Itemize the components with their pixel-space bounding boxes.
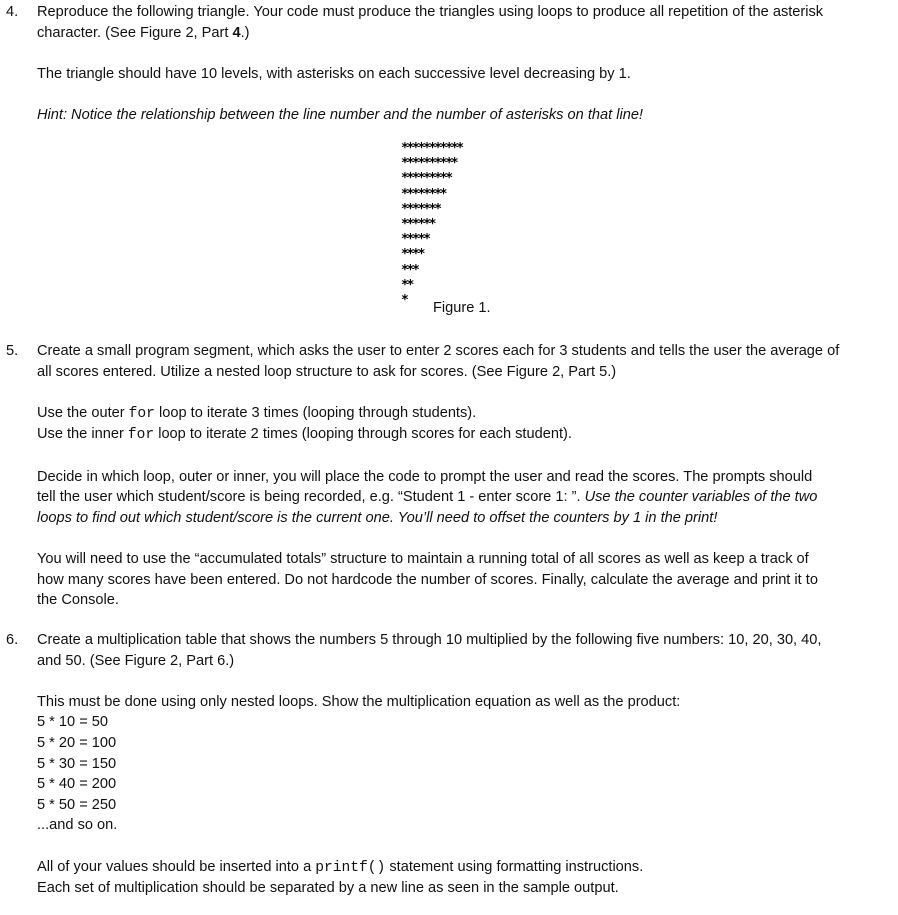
question-6-body xyxy=(37,630,892,899)
triangle-row: ***** xyxy=(401,232,429,248)
q5-inner-loop: Use the inner for loop to iterate 2 times (looping through scores for each student). xyxy=(37,426,572,444)
q4-intro-line-2: character. (See Figure 2, Part 4.) xyxy=(37,24,250,41)
triangle-row: ******** xyxy=(401,186,446,202)
q6-intro-line-1: Create a multiplication table that shows the numbers 5 through 10 multiplied by the following five numbers: 10, 20, 30, 40, xyxy=(37,632,822,648)
triangle-row: ********* xyxy=(401,171,451,187)
triangle-row: ****** xyxy=(401,216,435,232)
question-6-number: 6. xyxy=(6,632,19,648)
q5-accum-line-1: You will need to use the “accumulated totals” structure to maintain a running total of all scores as well as keep a track of xyxy=(37,550,809,567)
triangle-row: ******* xyxy=(401,201,440,217)
q5-intro-line-2: all scores entered. Utilize a nested loop structure to ask for scores. (See Figure 2, Part 5.) xyxy=(37,363,617,380)
equation-line: 5 * 50 = 250 xyxy=(37,796,117,813)
q6-intro-line-2: and 50. (See Figure 2, Part 6.) xyxy=(37,652,235,669)
q4-intro-line-1: Reproduce the following triangle. Your code must produce the triangles using loops to produce all repetition of the asterisk xyxy=(37,4,824,20)
equation-line: 5 * 30 = 150 xyxy=(37,755,117,772)
triangle-row: ** xyxy=(401,277,413,293)
triangle-row: *** xyxy=(401,262,418,278)
code-for: for xyxy=(128,405,155,422)
code-printf: printf() xyxy=(315,859,386,876)
equation-line: 5 * 10 = 50 xyxy=(37,714,109,731)
q5-decide-line-1: Decide in which loop, outer or inner, you will place the code to prompt the user and read the scores. The prompts should xyxy=(37,468,813,485)
equation-line: 5 * 40 = 200 xyxy=(37,776,117,793)
triangle-row: ********** xyxy=(401,156,457,172)
question-5-body xyxy=(37,341,892,611)
q6-separated-line: Each set of multiplication should be separated by a new line as seen in the sample output. xyxy=(37,880,619,897)
triangle-row: *********** xyxy=(401,141,462,156)
and-so-on: ...and so on. xyxy=(37,817,118,834)
q4-hint: Hint: Notice the relationship between the line number and the number of asterisks on that line! xyxy=(37,106,643,123)
q5-accum-line-3: the Console. xyxy=(37,592,119,609)
equation-line: 5 * 20 = 100 xyxy=(37,734,117,751)
q6-printf-line: All of your values should be inserted into a printf() statement using formatting instructions. xyxy=(37,858,644,876)
question-5-number: 5. xyxy=(6,343,19,359)
q5-accum-line-2: how many scores have been entered. Do not hardcode the number of scores. Finally, calculate the average and print it to xyxy=(37,571,818,588)
q5-intro-line-1: Create a small program segment, which asks the user to enter 2 scores each for 3 students and tells the user the average of xyxy=(37,343,840,359)
q6-nested-text: This must be done using only nested loops. Show the multiplication equation as well as the product: xyxy=(37,693,681,710)
figure-caption: Figure 1. xyxy=(433,300,491,316)
q5-decide-line-2: tell the user which student/score is being recorded, e.g. “Student 1 - enter score 1: ”. Use the counter variables of the two xyxy=(37,489,818,506)
q5-decide-line-3: loops to find out which student/score is the current one. You’ll need to offset the counters by 1 in the print! xyxy=(37,509,718,526)
asterisk-triangle xyxy=(401,141,462,308)
q5-outer-loop: Use the outer for loop to iterate 3 times (looping through students). xyxy=(37,404,477,422)
code-for: for xyxy=(127,427,155,444)
question-4-body xyxy=(37,2,892,126)
q4-levels-text: The triangle should have 10 levels, with asterisks on each successive level decreasing by 1. xyxy=(37,65,631,82)
triangle-row: **** xyxy=(401,247,424,263)
triangle-row: * xyxy=(401,292,407,308)
question-4-number: 4. xyxy=(6,4,19,20)
